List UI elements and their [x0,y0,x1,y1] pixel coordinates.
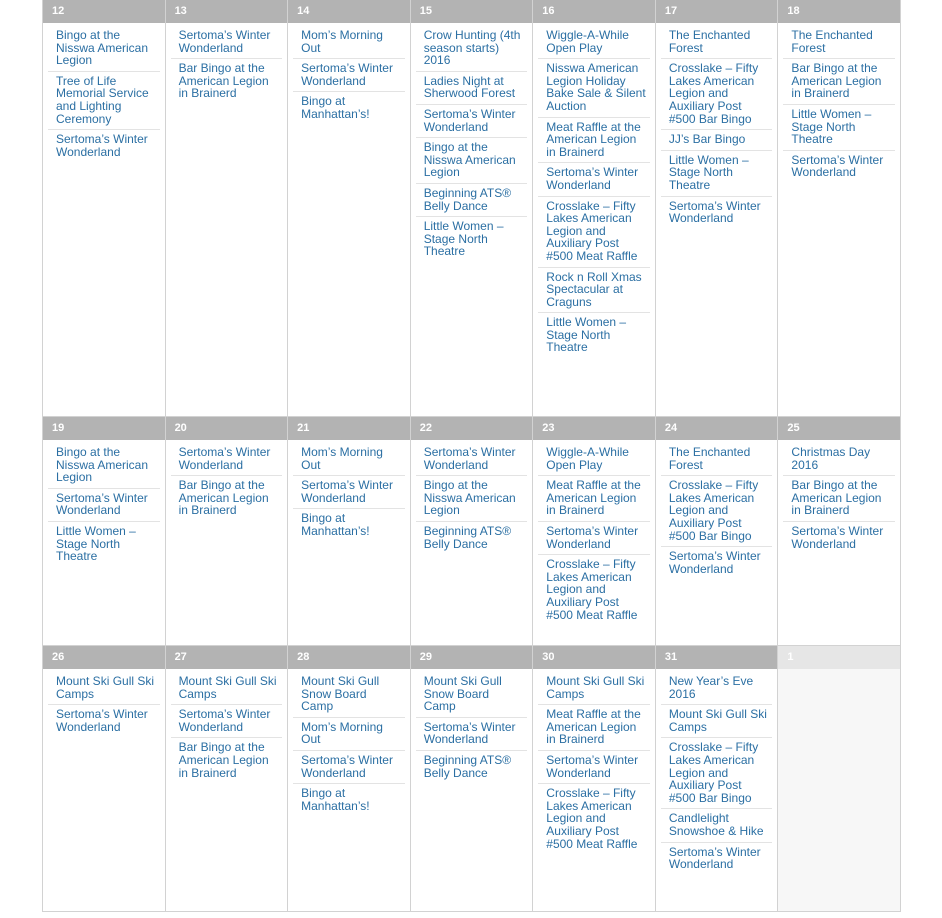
day-cell [166,0,289,417]
event-link[interactable]: JJ’s Bar Bingo [661,130,773,151]
day-number: 15 [411,0,533,23]
event-list [656,669,778,875]
day-number: 14 [288,0,410,23]
event-list [533,23,655,358]
event-link[interactable]: Mount Ski Gull Ski Camps [171,672,283,705]
event-link[interactable]: Wiggle-A-While Open Play [538,26,650,59]
event-link[interactable]: Sertoma’s Winter Wonderland [791,523,884,551]
event-link[interactable]: Sertoma’s Winter Wonderland [56,132,148,159]
day-number: 23 [533,417,655,440]
event-link[interactable]: Bar Bingo at the American Legion in Brainerd [178,478,269,518]
event-list [288,23,410,125]
event-link[interactable]: Meat Raffle at the American Legion in Brainerd [538,476,650,522]
day-cell [778,0,901,417]
event-link[interactable]: Sertoma’s Winter Wonderland [416,105,528,138]
day-cell [533,646,656,912]
event-link[interactable]: Crow Hunting (4th season starts) 2016 [416,26,528,72]
event-link[interactable]: Rock n Roll Xmas Spectacular at Craguns [538,268,650,314]
event-link[interactable]: Bingo at the Nisswa American Legion [416,138,528,184]
day-cell [411,646,534,912]
day-cell [778,646,901,912]
day-cell [166,646,289,912]
event-link[interactable]: Sertoma’s Winter Wonderland [538,751,650,784]
event-link[interactable]: Sertoma’s Winter Wonderland [293,59,405,92]
day-cell [656,417,779,646]
event-link[interactable]: Bar Bingo at the American Legion in Brainerd [783,476,895,522]
event-link[interactable]: The Enchanted Forest [661,26,773,59]
day-number: 28 [288,646,410,669]
event-link[interactable]: Crosslake – Fifty Lakes American Legion and Auxiliary Post #500 Bar Bingo [661,738,773,809]
event-link[interactable]: Bar Bingo at the American Legion in Brainerd [178,740,269,780]
event-link[interactable]: Sertoma’s Winter Wonderland [416,718,528,751]
event-link[interactable]: Sertoma’s Winter Wonderland [791,152,884,180]
event-list [411,669,533,783]
event-link[interactable]: Sertoma’s Winter Wonderland [538,163,650,196]
event-link[interactable]: Meat Raffle at the American Legion in Brainerd [538,705,650,751]
event-link[interactable]: Sertoma’s Winter Wonderland [538,522,650,555]
event-link[interactable]: Sertoma’s Winter Wonderland [416,443,528,476]
event-list [166,669,288,783]
day-cell [533,417,656,646]
calendar-week-row [43,646,901,912]
event-list [43,440,165,567]
event-list [778,669,900,672]
day-cell [411,0,534,417]
event-link[interactable]: New Year’s Eve 2016 [661,672,773,705]
day-cell [288,0,411,417]
day-number: 17 [656,0,778,23]
event-link[interactable]: Sertoma’s Winter Wonderland [48,489,160,522]
event-link[interactable]: Mount Ski Gull Ski Camps [538,672,650,705]
event-link[interactable]: Little Women – Stage North Theatre [423,219,504,259]
event-link[interactable]: Crosslake – Fifty Lakes American Legion and Auxiliary Post #500 Bar Bingo [661,476,773,547]
event-link[interactable]: Bar Bingo at the American Legion in Brainerd [783,59,895,105]
day-cell [43,0,166,417]
event-link[interactable]: Candlelight Snowshoe & Hike [661,809,773,842]
event-link[interactable]: Sertoma’s Winter Wonderland [171,443,283,476]
event-link[interactable]: Crosslake – Fifty Lakes American Legion and Auxiliary Post #500 Meat Raffle [546,557,638,622]
event-list [288,440,410,542]
event-link[interactable]: The Enchanted Forest [783,26,895,59]
day-number: 21 [288,417,410,440]
day-number: 13 [166,0,288,23]
event-link[interactable]: Little Women – Stage North Theatre [56,523,136,564]
event-link[interactable]: Sertoma’s Winter Wonderland [668,549,761,576]
event-link[interactable]: Nisswa American Legion Holiday Bake Sale & Silent Auction [538,59,650,117]
event-link[interactable]: Bingo at Manhattan’s! [301,94,370,121]
day-number: 27 [166,646,288,669]
day-cell [411,417,534,646]
event-link[interactable]: Sertoma’s Winter Wonderland [668,844,761,872]
event-list [411,440,533,554]
event-list [166,440,288,521]
event-link[interactable]: Tree of Life Memorial Service and Lighting Ceremony [48,72,160,130]
event-link[interactable]: Crosslake – Fifty Lakes American Legion and Auxiliary Post #500 Meat Raffle [538,197,650,268]
day-cell [43,417,166,646]
day-cell [288,646,411,912]
event-list [411,23,533,262]
event-list [778,440,900,554]
event-link[interactable]: Mount Ski Gull Snow Board Camp [416,672,528,718]
event-link[interactable]: Sertoma’s Winter Wonderland [668,198,761,226]
event-link[interactable]: Sertoma’s Winter Wonderland [171,705,283,738]
day-number: 26 [43,646,165,669]
event-link[interactable]: Bingo at the Nisswa American Legion [48,443,160,489]
event-link[interactable]: Sertoma’s Winter Wonderland [56,707,148,734]
event-list [288,669,410,816]
event-list [533,440,655,625]
event-link[interactable]: Mount Ski Gull Snow Board Camp [293,672,405,718]
event-link[interactable]: Sertoma’s Winter Wonderland [171,26,283,59]
day-number: 31 [656,646,778,669]
event-link[interactable]: Sertoma’s Winter Wonderland [293,751,405,784]
event-link[interactable]: Mount Ski Gull Ski Camps [48,672,160,705]
event-link[interactable]: Meat Raffle at the American Legion in Brainerd [538,118,650,164]
event-link[interactable]: Bingo at the Nisswa American Legion [48,26,160,72]
event-link[interactable]: Bingo at Manhattan’s! [301,786,370,813]
calendar-week-row [43,0,901,417]
event-link[interactable]: Wiggle-A-While Open Play [538,443,650,476]
event-link[interactable]: Beginning ATS® Belly Dance [416,184,528,217]
calendar-week-row [43,417,901,646]
event-link[interactable]: Mom’s Morning Out [293,443,405,476]
event-link[interactable]: Bar Bingo at the American Legion in Brainerd [178,61,269,101]
day-cell [43,646,166,912]
event-list [656,440,778,579]
event-link[interactable]: Little Women – Stage North Theatre [783,105,895,151]
month-calendar-grid [42,0,901,912]
day-number: 16 [533,0,655,23]
event-list [166,23,288,104]
day-number: 20 [166,417,288,440]
day-number: 1 [778,646,900,669]
day-cell [288,417,411,646]
event-link[interactable]: Beginning ATS® Belly Dance [423,752,512,780]
day-cell [656,0,779,417]
event-link[interactable]: Bingo at the Nisswa American Legion [416,476,528,522]
event-list [43,669,165,737]
day-number: 24 [656,417,778,440]
event-list [43,23,165,162]
day-number: 25 [778,417,900,440]
day-number: 22 [411,417,533,440]
event-link[interactable]: Crosslake – Fifty Lakes American Legion and Auxiliary Post #500 Bar Bingo [661,59,773,130]
day-cell [533,0,656,417]
event-link[interactable]: Crosslake – Fifty Lakes American Legion and Auxiliary Post #500 Meat Raffle [546,786,638,851]
event-link[interactable]: The Enchanted Forest [661,443,773,476]
day-cell [778,417,901,646]
event-link[interactable]: Mount Ski Gull Ski Camps [661,705,773,738]
event-list [656,23,778,229]
day-number: 19 [43,417,165,440]
event-list [778,23,900,183]
event-list [533,669,655,854]
event-link[interactable]: Sertoma’s Winter Wonderland [293,476,405,509]
event-link[interactable]: Ladies Night at Sherwood Forest [416,72,528,105]
event-link[interactable]: Mom’s Morning Out [293,718,405,751]
day-number: 29 [411,646,533,669]
event-link[interactable]: Little Women – Stage North Theatre [661,151,773,197]
event-link[interactable]: Christmas Day 2016 [783,443,895,476]
day-number: 18 [778,0,900,23]
event-link[interactable]: Little Women – Stage North Theatre [546,315,627,355]
day-cell [656,646,779,912]
event-link[interactable]: Bingo at Manhattan’s! [301,511,370,538]
event-link[interactable]: Mom’s Morning Out [293,26,405,59]
day-number: 12 [43,0,165,23]
event-link[interactable]: Beginning ATS® Belly Dance [423,523,512,551]
day-cell [166,417,289,646]
day-number: 30 [533,646,655,669]
